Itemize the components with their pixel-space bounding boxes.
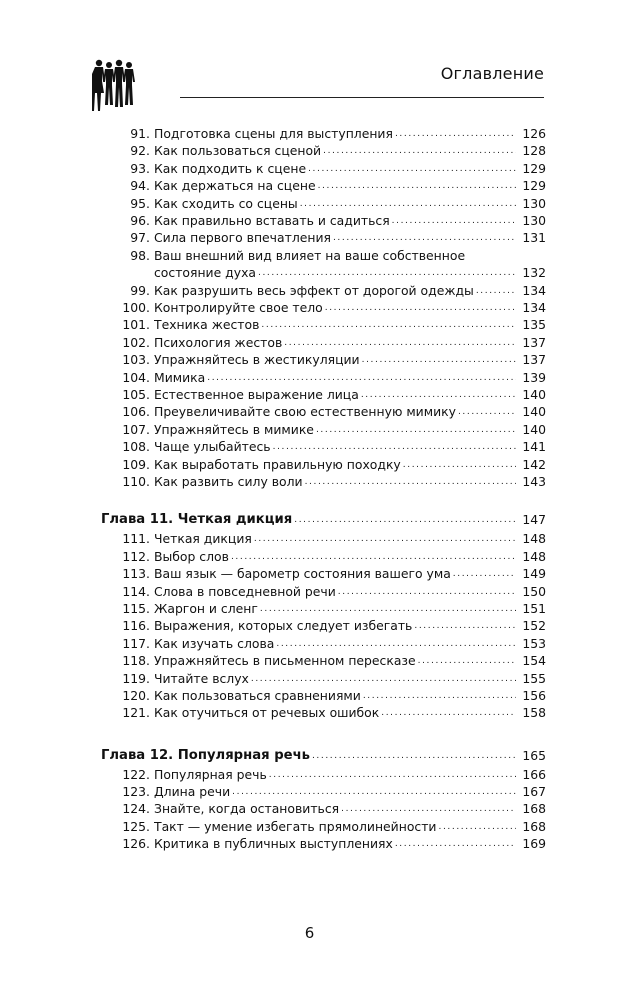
toc-entry-page: 151 bbox=[522, 600, 546, 616]
toc-entry-title: Глава 11. Четкая дикция bbox=[101, 512, 293, 528]
toc-entry-page: 130 bbox=[522, 213, 546, 228]
toc-entry-number: 103. bbox=[122, 352, 150, 368]
toc-entry-title: Такт — умение избегать прямолинейности bbox=[154, 818, 437, 834]
toc-entry-number: 104. bbox=[122, 369, 150, 385]
toc-entry-title: Как пользоваться сравнениями bbox=[154, 687, 361, 703]
toc-entry-number: 120. bbox=[122, 687, 150, 703]
toc-entry-title: Как пользоваться сценой bbox=[154, 143, 322, 159]
toc-entry-number: 105. bbox=[122, 387, 150, 402]
toc-entry-page: 150 bbox=[522, 583, 546, 599]
toc-entry-number: 112. bbox=[122, 548, 150, 564]
toc-entry-number: 126. bbox=[122, 836, 150, 852]
toc-entry-page: 155 bbox=[522, 670, 546, 686]
toc-entry-title: Чаще улыбайтесь bbox=[154, 439, 271, 455]
toc-entry-page: 140 bbox=[522, 421, 546, 437]
toc-chapter-heading[interactable] bbox=[0, 510, 619, 530]
toc-entry-title: Как развить силу воли bbox=[154, 474, 303, 489]
toc-entry-title: Выбор слов bbox=[154, 548, 229, 564]
toc-entry-title: Глава 12. Популярная речь bbox=[101, 747, 310, 763]
toc-entry-number: 117. bbox=[122, 635, 150, 651]
toc-entry[interactable] bbox=[0, 472, 619, 492]
toc-entry-page: 132 bbox=[522, 265, 546, 281]
toc-entry-number: 95. bbox=[130, 195, 150, 211]
toc-entry-page: 168 bbox=[522, 818, 546, 834]
toc-entry-page: 129 bbox=[522, 160, 546, 176]
toc-entry-page: 154 bbox=[522, 653, 546, 669]
toc-entry-page: 140 bbox=[522, 404, 546, 420]
toc-entry-title: Мимика bbox=[154, 369, 206, 385]
toc-entry-page: 129 bbox=[522, 178, 546, 194]
toc-entry-title: Психология жестов bbox=[154, 334, 283, 350]
toc-entry-page: 165 bbox=[522, 747, 546, 763]
toc-entry-number: 114. bbox=[122, 583, 150, 599]
toc-entry-number: 122. bbox=[122, 766, 150, 782]
toc-entry-number: 94. bbox=[130, 178, 150, 194]
toc-entry-title: Знайте, когда остановиться bbox=[154, 801, 340, 817]
toc-entry-page: 139 bbox=[522, 369, 546, 385]
toc-entry-number: 124. bbox=[122, 801, 150, 817]
toc-entry-number: 91. bbox=[130, 126, 150, 141]
toc-entry-page: 168 bbox=[522, 801, 546, 817]
toc-entry-page: 143 bbox=[522, 474, 546, 489]
toc-entry-page: 128 bbox=[522, 143, 546, 159]
toc-entry-title: Техника жестов bbox=[154, 317, 260, 333]
toc-entry-number: 102. bbox=[122, 334, 150, 350]
toc-entry-number: 111. bbox=[122, 531, 150, 547]
toc-entry-number: 96. bbox=[130, 213, 150, 228]
toc-entry-title: Длина речи bbox=[154, 784, 231, 799]
toc-entry-page: 148 bbox=[522, 548, 546, 564]
toc-entry-title: Упражняйтесь в мимике bbox=[154, 421, 314, 437]
toc-entry-title-wrap bbox=[154, 703, 516, 723]
toc-entry-page: 147 bbox=[522, 512, 546, 528]
toc-entry-page: 137 bbox=[522, 334, 546, 350]
toc-entry-title-wrap bbox=[101, 746, 516, 766]
toc-entry-title-wrap bbox=[154, 834, 516, 854]
toc-entry-title: Контролируйте свое тело bbox=[154, 300, 323, 315]
toc-entry-title: Читайте вслух bbox=[154, 670, 249, 686]
toc-entry-page: 166 bbox=[522, 766, 546, 782]
dot-leader bbox=[312, 746, 516, 766]
toc-entry-number: 110. bbox=[122, 474, 150, 489]
running-header-title: Оглавление bbox=[440, 64, 544, 83]
toc-entry-title: Ваш язык — барометр состояния вашего ума bbox=[154, 566, 451, 582]
toc-entry-title: Естественное выражение лица bbox=[154, 387, 359, 402]
toc-entry-number: 100. bbox=[122, 300, 150, 315]
toc-entry-number: 119. bbox=[122, 670, 150, 686]
toc-entry-page: 152 bbox=[522, 618, 546, 634]
toc-entry-page: 167 bbox=[522, 784, 546, 799]
toc-entry-title: Как изучать слова bbox=[154, 635, 275, 651]
toc-entry-title: Как держаться на сцене bbox=[154, 178, 316, 194]
toc-entry-title: Упражняйтесь в письменном пересказе bbox=[154, 653, 416, 669]
toc-entry-title: Жаргон и сленг bbox=[154, 600, 258, 616]
toc-entry-number: 107. bbox=[122, 421, 150, 437]
toc-chapter-heading[interactable] bbox=[0, 746, 619, 766]
toc-entry-page: 148 bbox=[522, 531, 546, 547]
toc-entry-page: 135 bbox=[522, 317, 546, 333]
toc-entry-page: 141 bbox=[522, 439, 546, 455]
toc-entry-number: 123. bbox=[122, 784, 150, 799]
toc-entry-title: Как отучиться от речевых ошибок bbox=[154, 705, 380, 721]
toc-entry-title: Как выработать правильную походку bbox=[154, 456, 401, 472]
page-number: 6 bbox=[304, 924, 315, 942]
toc-entry-title-wrap bbox=[154, 472, 516, 492]
toc-entry-title: Как подходить к сцене bbox=[154, 160, 307, 176]
toc-entry[interactable] bbox=[0, 703, 619, 723]
toc-entry-number: 92. bbox=[130, 143, 150, 159]
dot-leader bbox=[305, 472, 516, 492]
toc-entry-page: 156 bbox=[522, 687, 546, 703]
toc-entry-title: Четкая дикция bbox=[154, 531, 252, 547]
toc-entry-page: 142 bbox=[522, 456, 546, 472]
dot-leader bbox=[395, 834, 516, 854]
toc-entry-title: Упражняйтесь в жестикуляции bbox=[154, 352, 360, 368]
toc-entry-number: 121. bbox=[122, 705, 150, 721]
toc-entry-number: 109. bbox=[122, 456, 150, 472]
toc-entry-number: 125. bbox=[122, 818, 150, 834]
toc-entry-number: 118. bbox=[122, 653, 150, 669]
toc-entry-number: 108. bbox=[122, 439, 150, 455]
toc-entry[interactable] bbox=[0, 834, 619, 854]
toc-entry-page: 137 bbox=[522, 352, 546, 368]
toc-entry-page: 140 bbox=[522, 387, 546, 402]
toc-entry-title: Как правильно вставать и садиться bbox=[154, 213, 390, 228]
toc-entry-page: 169 bbox=[522, 836, 546, 852]
toc-entry-title: Популярная речь bbox=[154, 766, 267, 782]
toc-entry-page: 134 bbox=[522, 282, 546, 298]
toc-entry-page: 131 bbox=[522, 230, 546, 246]
toc-entry-page: 126 bbox=[522, 126, 546, 141]
toc-entry-page: 153 bbox=[522, 635, 546, 651]
dot-leader bbox=[381, 703, 516, 723]
toc-entry-title-wrap bbox=[101, 510, 516, 530]
toc-entry-title: Подготовка сцены для выступления bbox=[154, 126, 393, 141]
toc-entry-number: 106. bbox=[122, 404, 150, 420]
toc-entry-number: 99. bbox=[130, 282, 150, 298]
toc-entry-title: состояние духа bbox=[154, 265, 256, 281]
toc-entry-number: 97. bbox=[130, 230, 150, 246]
toc-entry-title: Слова в повседневной речи bbox=[154, 583, 336, 599]
toc-entry-number: 113. bbox=[122, 566, 150, 582]
toc-entry-title: Выражения, которых следует избегать bbox=[154, 618, 413, 634]
toc-entry-page: 130 bbox=[522, 195, 546, 211]
toc-entry-page: 149 bbox=[522, 566, 546, 582]
toc-entry-page: 134 bbox=[522, 300, 546, 315]
toc-entry-number: 101. bbox=[122, 317, 150, 333]
toc-entry-number: 93. bbox=[130, 160, 150, 176]
toc-entry-title: Как разрушить весь эффект от дорогой одежды bbox=[154, 282, 474, 298]
toc-entry-page: 158 bbox=[522, 705, 546, 721]
toc-entry-title: Сила первого впечатления bbox=[154, 230, 331, 246]
toc-entry-number: 116. bbox=[122, 618, 150, 634]
toc-entry-title: Преувеличивайте свою естественную мимику bbox=[154, 404, 456, 420]
dot-leader bbox=[294, 510, 516, 530]
toc-entry-number: 115. bbox=[122, 600, 150, 616]
toc-entry-title: Ваш внешний вид влияет на ваше собственное bbox=[154, 247, 466, 263]
toc-entry-title: Критика в публичных выступлениях bbox=[154, 836, 393, 852]
toc-entry-title: Как сходить со сцены bbox=[154, 195, 298, 211]
toc-entry-number: 98. bbox=[130, 247, 150, 263]
